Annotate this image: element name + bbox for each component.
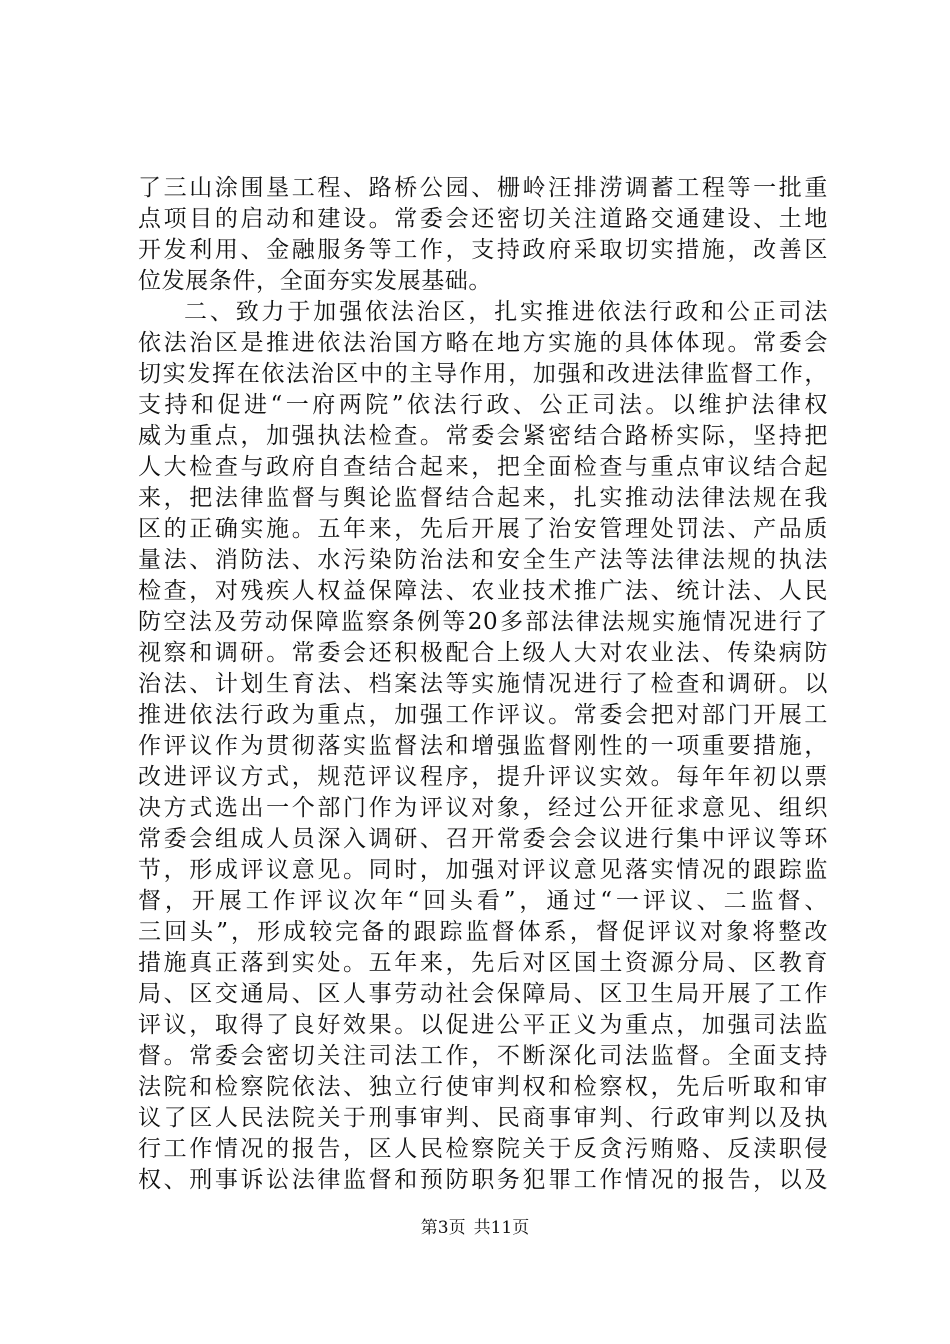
text-line: 权、刑事诉讼法律监督和预防职务犯罪工作情况的报告，以及 [138, 1167, 828, 1193]
text-line: 依法治区是推进依法治国方略在地方实施的具体体现。常委会 [138, 330, 828, 356]
text-line: 威为重点，加强执法检查。常委会紧密结合路桥实际，坚持把 [138, 423, 828, 449]
text-line: 督，开展工作评议次年“回头看”，通过“一评议、二监督、 [138, 888, 828, 914]
text-line: 区的正确实施。五年来，先后开展了治安管理处罚法、产品质 [138, 516, 828, 542]
text-line: 三回头”，形成较完备的跟踪监督体系，督促评议对象将整改 [138, 919, 828, 945]
text-line: 措施真正落到实处。五年来，先后对区国土资源分局、区教育 [138, 950, 828, 976]
text-line: 治法、计划生育法、档案法等实施情况进行了检查和调研。以 [138, 671, 828, 697]
body-text [138, 173, 828, 1196]
text-line: 法院和检察院依法、独立行使审判权和检察权，先后听取和审 [138, 1074, 828, 1100]
text-line: 量法、消防法、水污染防治法和安全生产法等法律法规的执法 [138, 547, 828, 573]
text-line: 评议，取得了良好效果。以促进公平正义为重点，加强司法监 [138, 1012, 828, 1038]
text-line: 支持和促进“一府两院”依法行政、公正司法。以维护法律权 [138, 392, 828, 418]
page-number: 第3页 [420, 1218, 466, 1238]
text-line: 检查，对残疾人权益保障法、农业技术推广法、统计法、人民 [138, 578, 828, 604]
text-line: 议了区人民法院关于刑事审判、民商事审判、行政审判以及执 [138, 1105, 828, 1131]
text-line: 点项目的启动和建设。常委会还密切关注道路交通建设、土地 [138, 206, 828, 232]
text-line: 督。常委会密切关注司法工作，不断深化司法监督。全面支持 [138, 1043, 828, 1069]
page-footer [0, 1217, 950, 1239]
text-line: 作评议作为贯彻落实监督法和增强监督刚性的一项重要措施， [138, 733, 828, 759]
text-line: 常委会组成人员深入调研、召开常委会会议进行集中评议等环 [138, 826, 828, 852]
text-line: 推进依法行政为重点，加强工作评议。常委会把对部门开展工 [138, 702, 828, 728]
text-line: 人大检查与政府自查结合起来，把全面检查与重点审议结合起 [138, 454, 828, 480]
text-line: 开发利用、金融服务等工作，支持政府采取切实措施，改善区 [138, 237, 828, 263]
text-line: 行工作情况的报告，区人民检察院关于反贪污贿赂、反渎职侵 [138, 1136, 828, 1162]
text-line: 防空法及劳动保障监察条例等20多部法律法规实施情况进行了 [138, 609, 828, 635]
text-line: 决方式选出一个部门作为评议对象，经过公开征求意见、组织 [138, 795, 828, 821]
text-line: 来，把法律监督与舆论监督结合起来，扎实推动法律法规在我 [138, 485, 828, 511]
section-heading: 二、致力于加强依法治区，扎实推进依法行政和公正司法 [184, 299, 828, 325]
text-line: 局、区交通局、区人事劳动社会保障局、区卫生局开展了工作 [138, 981, 828, 1007]
text-line: 改进评议方式，规范评议程序，提升评议实效。每年年初以票 [138, 764, 828, 790]
text-line: 切实发挥在依法治区中的主导作用，加强和改进法律监督工作， [138, 361, 828, 387]
text-line: 视察和调研。常委会还积极配合上级人大对农业法、传染病防 [138, 640, 828, 666]
page-total: 共11页 [473, 1218, 530, 1238]
text-line: 节，形成评议意见。同时，加强对评议意见落实情况的跟踪监 [138, 857, 828, 883]
text-line: 位发展条件，全面夯实发展基础。 [138, 268, 492, 294]
text-line: 了三山涂围垦工程、路桥公园、栅岭汪排涝调蓄工程等一批重 [138, 175, 828, 201]
